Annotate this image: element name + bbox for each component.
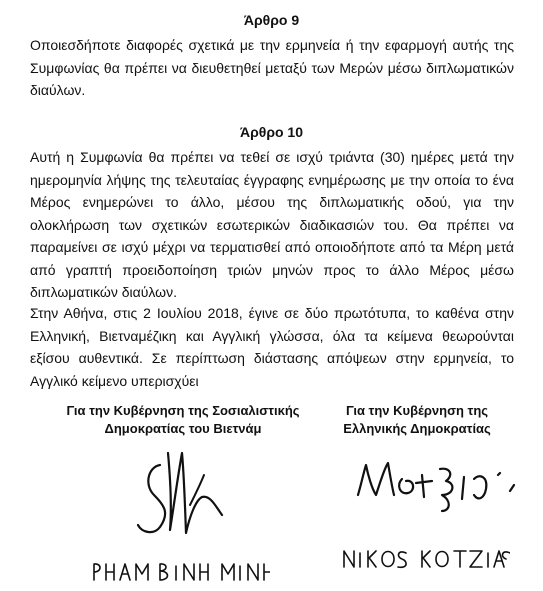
handwritten-name-greece [340, 545, 510, 573]
article-10-heading: Άρθρο 10 [239, 124, 303, 140]
article-10-text: Αυτή η Συμφωνία θα πρέπει να τεθεί σε ισχύ τριάντα (30) ημέρες μετά την ημερομηνία λήψης της τελευταίας έγγραφης ενημέρωσης με την οποία το ένα Μέρος ενημερώνει το άλλο, μέσου της διπλωματικής οδού, για την ολοκλήρωση των σχετικών εσωτερικών διαδικασιών του. Θα πρέπει να παραμείνει σε ισχύ μέχρι να τερματισθεί από οποιοδήποτε από τα Μέρη μετά από γραπτή προειδοποίηση τριών μηνών προς το άλλο Μέρος μέσω διπλωματικών διαύλων. [30, 149, 514, 300]
signatory-vietnam-line1: Για την Κυβέρνηση της Σοσιαλιστικής [66, 403, 300, 418]
closing-text: Στην Αθήνα, στις 2 Ιουλίου 2018, έγινε σε δύο πρωτότυπα, το καθένα στην Ελληνική, Βιετναμέζικη και Αγγλική γλώσσα, όλα τα κείμενα θεωρούνται εξίσου αυθεντικά. Σε περίπτωση διάστασης απόψεων στην ερμηνεία, το Αγγλικό κείμενο υπερισχύει [30, 305, 514, 389]
signatory-vietnam [58, 402, 308, 438]
signature-vietnam [130, 445, 240, 540]
article-9-text: Οποιεσδήποτε διαφορές σχετικά με την ερμηνεία ή την εφαρμογή αυτής της Συμφωνίας θα πρέπει να διευθετηθεί μεταξύ των Μερών μέσω διπλωματικών διαύλων. [30, 37, 514, 98]
signatory-greece-line1: Για την Κυβέρνηση της [345, 403, 489, 418]
signatory-vietnam-line2: Δημοκρατίας του Βιετνάμ [104, 421, 262, 436]
article-9-heading: Άρθρο 9 [243, 12, 300, 28]
signatory-greece [322, 402, 512, 438]
handwritten-name-vietnam [90, 558, 270, 586]
signature-greece [350, 455, 520, 515]
signatory-greece-line2: Ελληνικής Δημοκρατίας [343, 421, 491, 436]
